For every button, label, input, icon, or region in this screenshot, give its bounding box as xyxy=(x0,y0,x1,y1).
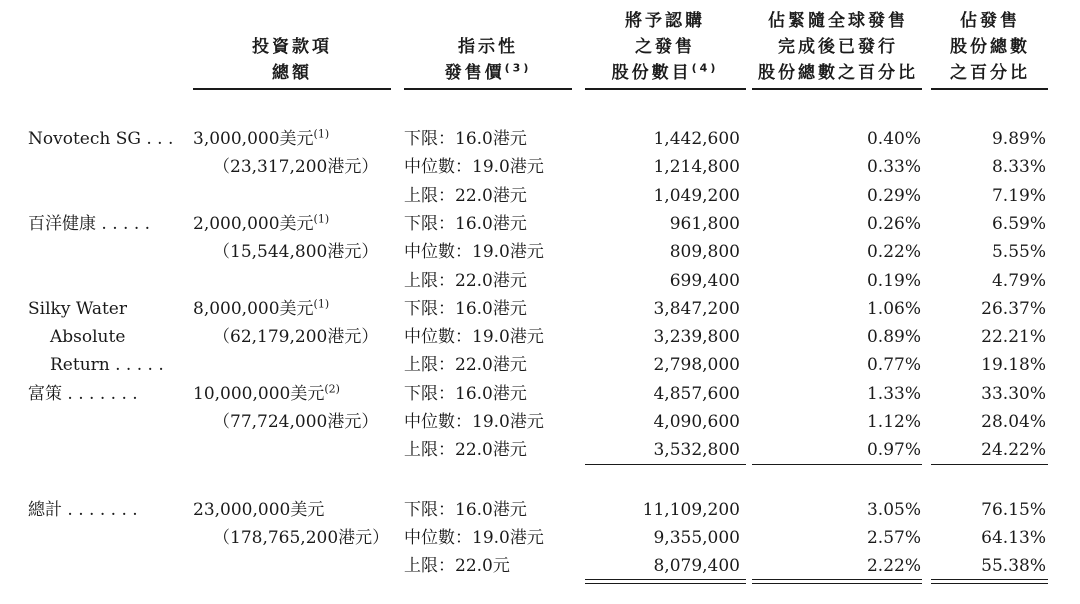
header-investment xyxy=(193,34,391,86)
total-row-price: 下限：16.0港元 xyxy=(404,499,527,520)
header-price xyxy=(404,34,572,86)
row-pct-issued: 0.19% xyxy=(866,270,921,291)
total-hkd: （178,765,200港元） xyxy=(213,527,390,548)
investor-name: Novotech SG . . . xyxy=(28,129,174,149)
row-shares: 1,049,200 xyxy=(653,185,740,206)
header-shares xyxy=(585,8,745,86)
row-price: 中位數：19.0港元 xyxy=(404,327,544,348)
total-row-shares: 11,109,200 xyxy=(642,499,740,520)
row-price: 下限：16.0港元 xyxy=(404,129,527,149)
row-shares: 3,532,800 xyxy=(653,440,740,461)
header-shares-line: 將予認購 xyxy=(625,11,705,31)
header-pct-issued xyxy=(752,8,924,86)
investment-usd: 3,000,000美元$^{(1)}$ xyxy=(193,127,330,149)
row-pct-issued: 0.29% xyxy=(866,185,921,206)
header-pct-offer xyxy=(931,8,1049,86)
header-underline xyxy=(752,88,922,90)
row-price: 下限：16.0港元 xyxy=(404,213,527,234)
header-pct-issued-line: 股份總數之百分比 xyxy=(758,63,918,83)
row-shares: 699,400 xyxy=(669,270,740,291)
investment-usd: 2,000,000美元$^{(1)}$ xyxy=(193,212,330,234)
header-shares-line: 股份數目$^{(4)}$ xyxy=(611,61,719,83)
row-pct-issued: 0.40% xyxy=(866,129,921,149)
header-price-line: 指示性 xyxy=(458,37,518,57)
header-pct-offer-line: 之百分比 xyxy=(950,63,1030,83)
row-pct-offer: 9.89% xyxy=(991,129,1046,149)
investment-hkd: （15,544,800港元） xyxy=(213,242,379,263)
row-shares: 1,442,600 xyxy=(653,129,740,149)
investment-usd: 8,000,000美元$^{(1)}$ xyxy=(193,297,330,319)
total-row-pct-issued: 2.57% xyxy=(866,527,921,548)
total-row-pct-offer: 55.38% xyxy=(981,556,1046,577)
row-pct-offer: 5.55% xyxy=(991,242,1046,263)
row-pct-issued: 0.77% xyxy=(866,355,921,376)
footnote-ref: (1) xyxy=(313,127,330,141)
row-price: 下限：16.0港元 xyxy=(404,383,527,404)
total-row-pct-offer: 64.13% xyxy=(981,527,1046,548)
row-shares: 4,857,600 xyxy=(653,383,740,404)
row-pct-issued: 0.89% xyxy=(866,327,921,348)
footnote-ref: (1) xyxy=(313,212,330,226)
row-pct-issued: 0.26% xyxy=(866,213,921,234)
investment-hkd: （77,724,000港元） xyxy=(213,412,379,432)
row-shares: 3,239,800 xyxy=(653,327,740,348)
header-price-line: 發售價$^{(3)}$ xyxy=(444,61,532,83)
investor-name: 百洋健康 . . . . . xyxy=(28,213,151,234)
investor-name: Silky Water xyxy=(28,298,127,319)
header-underline xyxy=(931,88,1048,90)
footnote-ref: (2) xyxy=(324,382,340,396)
row-pct-offer: 33.30% xyxy=(981,383,1046,404)
row-price: 上限：22.0港元 xyxy=(404,355,527,376)
header-investment-line: 總額 xyxy=(272,63,312,83)
subtotal-rule xyxy=(752,464,922,465)
total-row-shares: 9,355,000 xyxy=(653,527,740,548)
investment-hkd: （62,179,200港元） xyxy=(213,327,379,348)
header-pct-offer-line: 佔發售 xyxy=(960,11,1020,31)
row-pct-offer: 19.18% xyxy=(981,355,1046,376)
header-price-note: (3) xyxy=(504,61,532,75)
header-pct-offer-line: 股份總數 xyxy=(950,37,1030,57)
header-investment-line: 投資款項 xyxy=(252,37,332,57)
row-pct-issued: 1.12% xyxy=(866,412,921,432)
row-pct-offer: 26.37% xyxy=(981,298,1046,319)
row-pct-offer: 8.33% xyxy=(991,157,1046,178)
header-underline xyxy=(585,88,746,90)
row-pct-offer: 6.59% xyxy=(991,213,1046,234)
total-row-price: 中位數：19.0港元 xyxy=(404,527,544,548)
row-shares: 961,800 xyxy=(669,213,740,234)
footnote-ref: (1) xyxy=(313,297,330,311)
total-row-pct-offer: 76.15% xyxy=(981,499,1046,520)
total-double-rule xyxy=(752,579,922,584)
row-price: 中位數：19.0港元 xyxy=(404,157,544,178)
total-row-pct-issued: 2.22% xyxy=(866,556,921,577)
subtotal-rule xyxy=(585,464,746,465)
investor-name: Return . . . . . xyxy=(50,355,164,376)
header-shares-line: 之發售 xyxy=(635,37,695,57)
investor-name: Absolute xyxy=(50,327,126,348)
total-usd: 23,000,000美元 xyxy=(193,499,325,520)
total-row-price: 上限：22.0元 xyxy=(404,556,510,577)
row-price: 下限：16.0港元 xyxy=(404,298,527,319)
header-shares-note: (4) xyxy=(691,61,719,75)
investor-name: 富策 . . . . . . . xyxy=(28,383,138,404)
subtotal-rule xyxy=(931,464,1048,465)
row-pct-issued: 0.97% xyxy=(866,440,921,461)
row-price: 上限：22.0港元 xyxy=(404,185,527,206)
row-pct-offer: 22.21% xyxy=(981,327,1046,348)
row-pct-issued: 0.22% xyxy=(866,242,921,263)
header-underline xyxy=(404,88,572,90)
investment-hkd: （23,317,200港元） xyxy=(213,157,379,178)
total-double-rule xyxy=(931,579,1048,584)
row-shares: 2,798,000 xyxy=(653,355,740,376)
header-pct-issued-line: 佔緊隨全球發售 xyxy=(768,11,908,31)
row-price: 上限：22.0港元 xyxy=(404,440,527,461)
row-shares: 809,800 xyxy=(669,242,740,263)
row-pct-offer: 24.22% xyxy=(981,440,1046,461)
row-pct-offer: 7.19% xyxy=(991,185,1046,206)
header-pct-issued-line: 完成後已發行 xyxy=(778,37,898,57)
row-price: 中位數：19.0港元 xyxy=(404,412,544,432)
row-pct-offer: 28.04% xyxy=(981,412,1046,432)
row-price: 上限：22.0港元 xyxy=(404,270,527,291)
total-label: 總計 . . . . . . . xyxy=(28,499,138,520)
row-pct-issued: 0.33% xyxy=(866,157,921,178)
row-shares: 1,214,800 xyxy=(653,157,740,178)
total-double-rule xyxy=(585,579,746,584)
row-shares: 4,090,600 xyxy=(653,412,740,432)
investment-usd: 10,000,000美元$^{(2)}$ xyxy=(193,382,340,404)
row-pct-issued: 1.33% xyxy=(866,383,921,404)
row-price: 中位數：19.0港元 xyxy=(404,242,544,263)
row-pct-offer: 4.79% xyxy=(991,270,1046,291)
header-underline xyxy=(193,88,391,90)
total-row-shares: 8,079,400 xyxy=(653,556,740,577)
total-row-pct-issued: 3.05% xyxy=(866,499,921,520)
row-shares: 3,847,200 xyxy=(653,298,740,319)
row-pct-issued: 1.06% xyxy=(866,298,921,319)
